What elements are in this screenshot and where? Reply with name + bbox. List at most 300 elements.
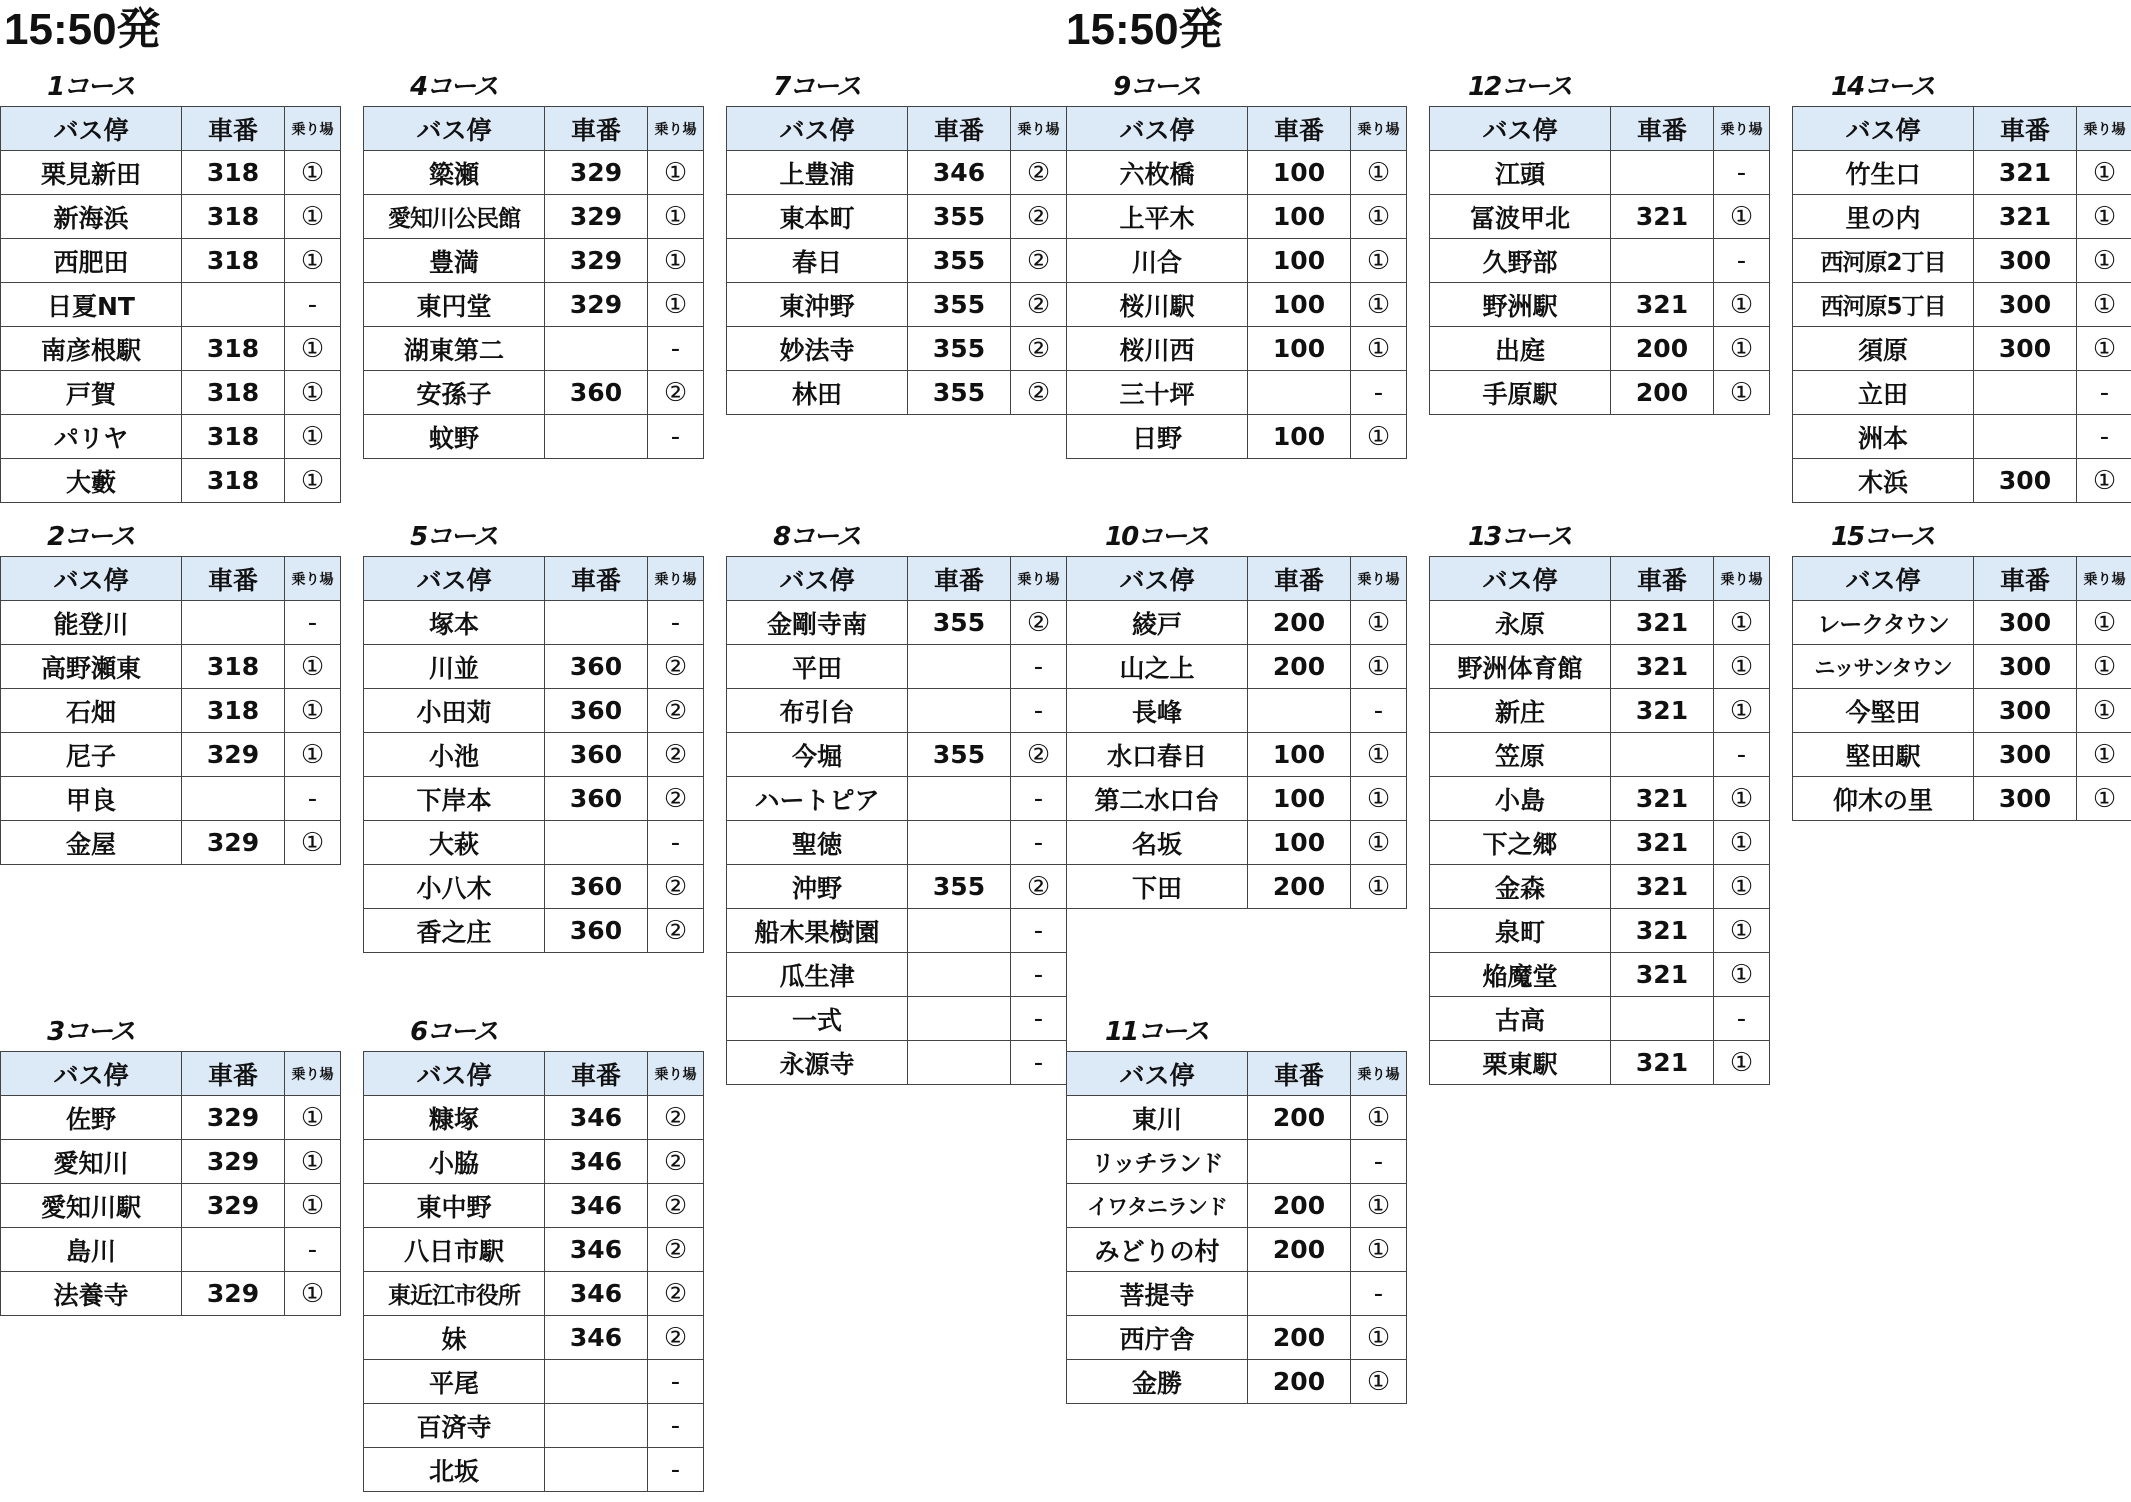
bus-number-cell: 321	[1611, 689, 1714, 733]
bus-number-cell: 318	[182, 327, 285, 371]
bus-stop-cell: 栗東駅	[1430, 1041, 1611, 1085]
course-label: 3コース	[47, 1017, 134, 1047]
bus-stop-cell: 金剛寺南	[727, 601, 908, 645]
bus-stop-cell: 安孫子	[364, 371, 545, 415]
bus-stop-cell: リッチランド	[1067, 1140, 1248, 1184]
bus-stop-cell: 焔魔堂	[1430, 953, 1611, 997]
bus-stop-cell: 綾戸	[1067, 601, 1248, 645]
header-platform: 乗り場	[1011, 557, 1067, 601]
platform-cell: ①	[285, 371, 341, 415]
bus-stop-cell: 佐野	[1, 1096, 182, 1140]
bus-number-cell	[1611, 151, 1714, 195]
bus-stop-cell: 布引台	[727, 689, 908, 733]
platform-cell: ②	[648, 1096, 704, 1140]
table-row	[1793, 195, 2131, 239]
bus-number-cell: 329	[545, 239, 648, 283]
bus-number-cell: 100	[1248, 195, 1351, 239]
course-label: 5コース	[410, 522, 497, 552]
platform-cell: ①	[285, 327, 341, 371]
platform-cell: ②	[648, 645, 704, 689]
platform-cell: ①	[1351, 1096, 1407, 1140]
table-row	[364, 195, 704, 239]
platform-cell: ①	[1714, 327, 1770, 371]
platform-cell: ②	[1011, 601, 1067, 645]
table-row	[1067, 733, 1407, 777]
course-table	[1429, 556, 1770, 1085]
bus-stop-cell: 東川	[1067, 1096, 1248, 1140]
table-row	[1067, 689, 1407, 733]
platform-cell: ②	[1011, 283, 1067, 327]
bus-number-cell: 200	[1248, 865, 1351, 909]
platform-cell: -	[648, 415, 704, 459]
bus-stop-cell: 下之郷	[1430, 821, 1611, 865]
table-row	[1, 777, 341, 821]
platform-cell: ①	[2077, 195, 2131, 239]
bus-stop-cell: 湖東第二	[364, 327, 545, 371]
header-bus-number: 車番	[1248, 557, 1351, 601]
bus-number-cell: 360	[545, 371, 648, 415]
platform-cell: ①	[1351, 327, 1407, 371]
table-row	[364, 239, 704, 283]
bus-stop-cell: 須原	[1793, 327, 1974, 371]
course-table	[726, 106, 1067, 415]
platform-cell: -	[648, 1360, 704, 1404]
bus-number-cell: 200	[1248, 1096, 1351, 1140]
platform-cell: ①	[1714, 601, 1770, 645]
platform-cell: -	[1011, 777, 1067, 821]
platform-cell: -	[1351, 1272, 1407, 1316]
bus-stop-cell: 妙法寺	[727, 327, 908, 371]
bus-number-cell: 318	[182, 689, 285, 733]
table-row	[1793, 151, 2131, 195]
header-bus-stop: バス停	[1430, 557, 1611, 601]
bus-number-cell: 318	[182, 195, 285, 239]
bus-stop-cell: 春日	[727, 239, 908, 283]
table-row	[1793, 645, 2131, 689]
bus-stop-cell: 洲本	[1793, 415, 1974, 459]
bus-stop-cell: 下岸本	[364, 777, 545, 821]
platform-cell: -	[285, 601, 341, 645]
bus-number-cell: 355	[908, 327, 1011, 371]
header-platform: 乗り場	[285, 557, 341, 601]
header-bus-number: 車番	[1611, 107, 1714, 151]
bus-number-cell	[908, 777, 1011, 821]
header-bus-stop: バス停	[1067, 1052, 1248, 1096]
bus-stop-cell: 里の内	[1793, 195, 1974, 239]
bus-stop-cell: 立田	[1793, 371, 1974, 415]
table-row	[727, 953, 1067, 997]
bus-stop-cell: 愛知川公民館	[364, 195, 545, 239]
header-bus-number: 車番	[545, 107, 648, 151]
table-row	[1, 601, 341, 645]
bus-stop-cell: 野洲駅	[1430, 283, 1611, 327]
platform-cell: ②	[648, 777, 704, 821]
bus-number-cell: 321	[1611, 865, 1714, 909]
platform-cell: ②	[1011, 239, 1067, 283]
platform-cell: ①	[285, 1184, 341, 1228]
bus-number-cell	[1248, 689, 1351, 733]
course-6	[363, 1017, 703, 1492]
platform-cell: ②	[1011, 195, 1067, 239]
header-bus-number: 車番	[182, 1052, 285, 1096]
platform-cell: ①	[1351, 601, 1407, 645]
bus-stop-cell: 第二水口台	[1067, 777, 1248, 821]
table-row	[364, 909, 704, 953]
bus-stop-cell: 糠塚	[364, 1096, 545, 1140]
bus-number-cell: 300	[1974, 459, 2077, 503]
bus-number-cell	[545, 1360, 648, 1404]
table-row	[364, 689, 704, 733]
bus-stop-cell: 平尾	[364, 1360, 545, 1404]
course-14	[1792, 72, 2131, 503]
bus-number-cell: 355	[908, 733, 1011, 777]
course-10	[1066, 522, 1406, 909]
bus-stop-cell: 甲良	[1, 777, 182, 821]
bus-stop-cell: 愛知川駅	[1, 1184, 182, 1228]
bus-stop-cell: 北坂	[364, 1448, 545, 1492]
table-row	[1, 1140, 341, 1184]
table-row	[1, 371, 341, 415]
bus-number-cell: 329	[182, 1140, 285, 1184]
header-bus-stop: バス停	[1, 557, 182, 601]
course-label: 13コース	[1468, 522, 1571, 552]
header-bus-number: 車番	[545, 557, 648, 601]
bus-number-cell: 100	[1248, 415, 1351, 459]
header-bus-number: 車番	[1248, 107, 1351, 151]
header-row	[364, 1052, 704, 1096]
bus-number-cell	[545, 601, 648, 645]
bus-number-cell	[182, 777, 285, 821]
platform-cell: ①	[2077, 459, 2131, 503]
course-table	[1066, 1051, 1407, 1404]
bus-stop-cell: 高野瀬東	[1, 645, 182, 689]
platform-cell: -	[2077, 415, 2131, 459]
bus-number-cell: 200	[1611, 371, 1714, 415]
table-row	[1067, 1184, 1407, 1228]
course-table	[1066, 106, 1407, 459]
bus-stop-cell: 手原駅	[1430, 371, 1611, 415]
bus-number-cell: 355	[908, 283, 1011, 327]
bus-number-cell	[545, 415, 648, 459]
table-row	[1793, 415, 2131, 459]
platform-cell: ①	[1351, 415, 1407, 459]
bus-stop-cell: 西河原2丁目	[1793, 239, 1974, 283]
bus-stop-cell: 西肥田	[1, 239, 182, 283]
header-bus-stop: バス停	[1430, 107, 1611, 151]
table-row	[1793, 239, 2131, 283]
table-row	[1067, 415, 1407, 459]
platform-cell: ②	[648, 733, 704, 777]
header-row	[364, 107, 704, 151]
bus-stop-cell: 小島	[1430, 777, 1611, 821]
table-row	[1430, 1041, 1770, 1085]
platform-cell: ①	[2077, 151, 2131, 195]
platform-cell: ①	[1351, 1360, 1407, 1404]
bus-stop-cell: 金森	[1430, 865, 1611, 909]
bus-number-cell	[908, 1041, 1011, 1085]
table-row	[727, 195, 1067, 239]
table-row	[1793, 777, 2131, 821]
bus-number-cell: 200	[1611, 327, 1714, 371]
platform-cell: ①	[648, 195, 704, 239]
bus-stop-cell: 日夏NT	[1, 283, 182, 327]
header-row	[1793, 557, 2131, 601]
table-row	[364, 601, 704, 645]
table-row	[1067, 865, 1407, 909]
platform-cell: ①	[2077, 733, 2131, 777]
bus-number-cell: 300	[1974, 601, 2077, 645]
header-bus-number: 車番	[908, 557, 1011, 601]
course-table	[363, 106, 704, 459]
header-row	[1067, 1052, 1407, 1096]
platform-cell: ①	[285, 1096, 341, 1140]
bus-number-cell	[182, 283, 285, 327]
bus-number-cell: 318	[182, 645, 285, 689]
header-platform: 乗り場	[1351, 1052, 1407, 1096]
table-row	[364, 645, 704, 689]
platform-cell: ①	[1714, 777, 1770, 821]
table-row	[1, 239, 341, 283]
bus-stop-cell: 新庄	[1430, 689, 1611, 733]
table-row	[727, 645, 1067, 689]
bus-stop-cell: 今堅田	[1793, 689, 1974, 733]
bus-number-cell	[908, 821, 1011, 865]
header-bus-stop: バス停	[1, 1052, 182, 1096]
platform-cell: -	[1351, 371, 1407, 415]
header-platform: 乗り場	[1351, 107, 1407, 151]
table-row	[1, 1096, 341, 1140]
table-row	[1430, 689, 1770, 733]
course-12	[1429, 72, 1769, 415]
header-row	[1, 557, 341, 601]
platform-cell: -	[1714, 733, 1770, 777]
bus-number-cell: 329	[182, 1096, 285, 1140]
platform-cell: ①	[2077, 283, 2131, 327]
table-row	[1, 327, 341, 371]
table-row	[1067, 239, 1407, 283]
table-row	[727, 151, 1067, 195]
header-bus-number: 車番	[1611, 557, 1714, 601]
platform-cell: ①	[2077, 645, 2131, 689]
table-row	[1793, 459, 2131, 503]
platform-cell: -	[648, 601, 704, 645]
bus-stop-cell: 大藪	[1, 459, 182, 503]
bus-number-cell: 355	[908, 601, 1011, 645]
bus-number-cell: 100	[1248, 327, 1351, 371]
bus-stop-cell: 林田	[727, 371, 908, 415]
platform-cell: ①	[285, 151, 341, 195]
bus-number-cell: 346	[908, 151, 1011, 195]
bus-stop-cell: 新海浜	[1, 195, 182, 239]
table-row	[1793, 327, 2131, 371]
platform-cell: -	[1011, 997, 1067, 1041]
header-bus-stop: バス停	[1, 107, 182, 151]
bus-stop-cell: 山之上	[1067, 645, 1248, 689]
header-row	[1, 107, 341, 151]
bus-stop-cell: レークタウン	[1793, 601, 1974, 645]
table-row	[1, 1272, 341, 1316]
table-row	[1, 151, 341, 195]
platform-cell: ①	[285, 733, 341, 777]
table-row	[1430, 283, 1770, 327]
table-row	[1067, 1316, 1407, 1360]
bus-number-cell: 300	[1974, 239, 2077, 283]
bus-number-cell	[545, 1448, 648, 1492]
bus-stop-cell: 西庁舎	[1067, 1316, 1248, 1360]
course-table	[0, 1051, 341, 1316]
table-row	[1067, 195, 1407, 239]
table-row	[1430, 371, 1770, 415]
table-row	[1067, 283, 1407, 327]
bus-stop-cell: 三十坪	[1067, 371, 1248, 415]
course-table	[0, 106, 341, 503]
bus-stop-cell: イワタニランド	[1067, 1184, 1248, 1228]
table-row	[1430, 865, 1770, 909]
bus-stop-cell: 妹	[364, 1316, 545, 1360]
table-row	[727, 777, 1067, 821]
platform-cell: ①	[1714, 1041, 1770, 1085]
header-platform: 乗り場	[648, 557, 704, 601]
bus-number-cell: 346	[545, 1316, 648, 1360]
bus-number-cell	[1611, 997, 1714, 1041]
bus-number-cell: 318	[182, 371, 285, 415]
bus-number-cell: 300	[1974, 645, 2077, 689]
bus-stop-cell: 尼子	[1, 733, 182, 777]
bus-stop-cell: 石畑	[1, 689, 182, 733]
table-row	[727, 601, 1067, 645]
departure-time-title-right: 15:50発	[1066, 5, 1223, 54]
bus-number-cell: 200	[1248, 1184, 1351, 1228]
table-row	[1430, 909, 1770, 953]
bus-number-cell	[908, 997, 1011, 1041]
bus-stop-cell: 古高	[1430, 997, 1611, 1041]
bus-number-cell: 329	[182, 821, 285, 865]
course-label: 7コース	[773, 72, 860, 102]
course-8	[726, 522, 1066, 1085]
header-platform: 乗り場	[285, 107, 341, 151]
bus-number-cell	[908, 689, 1011, 733]
header-bus-number: 車番	[908, 107, 1011, 151]
table-row	[364, 283, 704, 327]
bus-number-cell: 200	[1248, 1360, 1351, 1404]
table-row	[364, 777, 704, 821]
course-7	[726, 72, 1066, 415]
platform-cell: ②	[648, 1140, 704, 1184]
platform-cell: ①	[285, 195, 341, 239]
bus-stop-cell: 竹生口	[1793, 151, 1974, 195]
course-label: 8コース	[773, 522, 860, 552]
table-row	[727, 865, 1067, 909]
bus-number-cell: 321	[1974, 195, 2077, 239]
table-row	[1, 283, 341, 327]
platform-cell: ②	[1011, 327, 1067, 371]
table-row	[727, 371, 1067, 415]
bus-number-cell	[545, 327, 648, 371]
platform-cell: ①	[1714, 865, 1770, 909]
bus-number-cell	[908, 645, 1011, 689]
bus-stop-cell: 野洲体育館	[1430, 645, 1611, 689]
platform-cell: ②	[1011, 371, 1067, 415]
bus-stop-cell: 木浜	[1793, 459, 1974, 503]
bus-number-cell: 329	[182, 733, 285, 777]
table-row	[364, 327, 704, 371]
platform-cell: ②	[648, 909, 704, 953]
table-row	[727, 283, 1067, 327]
platform-cell: ②	[648, 1316, 704, 1360]
platform-cell: ①	[648, 283, 704, 327]
header-platform: 乗り場	[1714, 557, 1770, 601]
table-row	[1, 415, 341, 459]
platform-cell: ①	[1351, 1184, 1407, 1228]
bus-number-cell: 321	[1611, 821, 1714, 865]
header-bus-number: 車番	[545, 1052, 648, 1096]
header-platform: 乗り場	[648, 1052, 704, 1096]
bus-stop-cell: 金勝	[1067, 1360, 1248, 1404]
bus-number-cell: 200	[1248, 601, 1351, 645]
course-5	[363, 522, 703, 953]
platform-cell: -	[285, 1228, 341, 1272]
table-row	[1067, 1096, 1407, 1140]
bus-stop-cell: 能登川	[1, 601, 182, 645]
platform-cell: ②	[648, 1184, 704, 1228]
bus-number-cell	[1974, 371, 2077, 415]
table-row	[1, 1184, 341, 1228]
platform-cell: ①	[285, 415, 341, 459]
platform-cell: -	[1011, 821, 1067, 865]
header-platform: 乗り場	[2077, 107, 2131, 151]
table-row	[364, 151, 704, 195]
bus-number-cell: 200	[1248, 1228, 1351, 1272]
platform-cell: ①	[2077, 777, 2131, 821]
bus-number-cell	[1248, 1272, 1351, 1316]
course-label: 1コース	[47, 72, 134, 102]
bus-stop-cell: 上平木	[1067, 195, 1248, 239]
platform-cell: -	[1011, 645, 1067, 689]
platform-cell: ①	[1351, 151, 1407, 195]
header-bus-number: 車番	[1974, 557, 2077, 601]
header-row	[1793, 107, 2131, 151]
bus-number-cell: 321	[1611, 1041, 1714, 1085]
bus-number-cell: 100	[1248, 733, 1351, 777]
table-row	[727, 997, 1067, 1041]
bus-stop-cell: 長峰	[1067, 689, 1248, 733]
header-bus-stop: バス停	[364, 107, 545, 151]
platform-cell: ②	[648, 865, 704, 909]
header-bus-stop: バス停	[364, 1052, 545, 1096]
header-bus-number: 車番	[182, 107, 285, 151]
platform-cell: ①	[2077, 239, 2131, 283]
course-13	[1429, 522, 1769, 1085]
platform-cell: -	[1011, 953, 1067, 997]
header-platform: 乗り場	[1714, 107, 1770, 151]
table-row	[1, 195, 341, 239]
bus-stop-cell: 堅田駅	[1793, 733, 1974, 777]
bus-number-cell: 346	[545, 1184, 648, 1228]
table-row	[1067, 601, 1407, 645]
platform-cell: -	[648, 1448, 704, 1492]
bus-number-cell: 321	[1611, 601, 1714, 645]
course-3	[0, 1017, 340, 1316]
bus-stop-cell: 南彦根駅	[1, 327, 182, 371]
course-table	[1792, 106, 2131, 503]
bus-stop-cell: 平田	[727, 645, 908, 689]
course-table	[363, 556, 704, 953]
platform-cell: -	[1011, 909, 1067, 953]
header-platform: 乗り場	[648, 107, 704, 151]
table-row	[1, 645, 341, 689]
table-row	[727, 239, 1067, 283]
bus-stop-cell: 八日市駅	[364, 1228, 545, 1272]
